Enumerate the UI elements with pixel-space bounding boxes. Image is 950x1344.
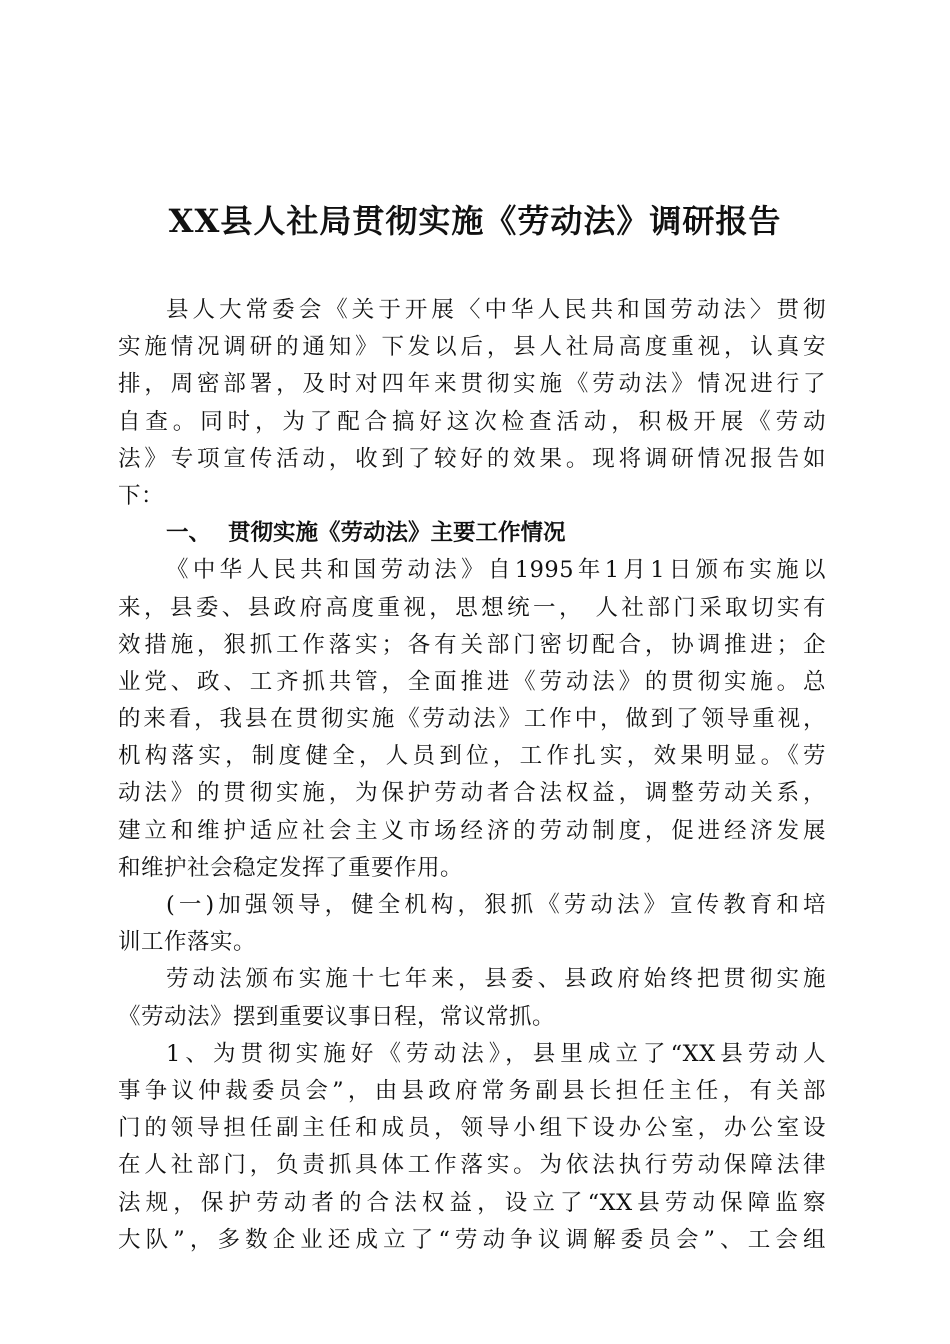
- text-line: 大队”，多数企业还成立了“劳动争议调解委员会”、工会组: [118, 1226, 826, 1253]
- text-line: 业党、政、工齐抓共管，全面推进《劳动法》的贯彻实施。总: [118, 668, 826, 695]
- text-line: 《劳动法》摆到重要议事日程，常议常抓。: [118, 1003, 556, 1030]
- intro-paragraph: [118, 292, 826, 515]
- text-line: 下：: [118, 482, 165, 509]
- text-line: 《中华人民共和国劳动法》自1995年1月1日颁布实施以: [166, 557, 826, 584]
- section-heading: [118, 515, 826, 552]
- text-line: 排，周密部署，及时对四年来贯彻实施《劳动法》情况进行了: [118, 371, 826, 398]
- text-line: 来，县委、县政府高度重视，思想统一， 人社部门采取切实有: [118, 594, 826, 621]
- text-line: 机构落实，制度健全，人员到位，工作扎实，效果明显。《劳: [118, 743, 826, 770]
- body-paragraph: [118, 552, 826, 887]
- body-paragraph: [118, 1036, 826, 1259]
- text-line: 在人社部门，负责抓具体工作落实。为依法执行劳动保障法律: [118, 1152, 826, 1179]
- text-line: 1、为贯彻实施好《劳动法》，县里成立了“XX县劳动人: [166, 1040, 826, 1067]
- text-line: 效措施，狠抓工作落实；各有关部门密切配合，协调推进；企: [118, 631, 826, 658]
- text-line: 事争议仲裁委员会”，由县政府常务副县长担任主任，有关部: [118, 1077, 826, 1104]
- body-paragraph: [118, 961, 826, 1035]
- subsection-heading: [118, 887, 826, 961]
- text-line: 法规，保护劳动者的合法权益，设立了“XX县劳动保障监察: [118, 1189, 826, 1216]
- text-line: 法》专项宣传活动，收到了较好的效果。现将调研情况报告如: [118, 445, 826, 472]
- document-title: XX县人社局贯彻实施《劳动法》调研报告: [168, 202, 782, 240]
- text-line: 实施情况调研的通知》下发以后，县人社局高度重视，认真安: [118, 334, 826, 361]
- text-line: 建立和维护适应社会主义市场经济的劳动制度，促进经济发展: [118, 817, 826, 844]
- text-line: 和维护社会稳定发挥了重要作用。: [118, 854, 464, 881]
- text-line: 劳动法颁布实施十七年来，县委、县政府始终把贯彻实施: [166, 966, 826, 993]
- text-line: 自查。同时，为了配合搞好这次检查活动，积极开展《劳动: [118, 408, 826, 435]
- text-line: 门的领导担任副主任和成员，领导小组下设办公室，办公室设: [118, 1115, 826, 1142]
- text-line: (一)加强领导，健全机构，狠抓《劳动法》宣传教育和培: [166, 892, 826, 918]
- section-heading-text: 贯彻实施《劳动法》主要工作情况: [228, 520, 566, 547]
- text-line: 训工作落实。: [118, 929, 257, 956]
- text-line: 县人大常委会《关于开展〈中华人民共和国劳动法〉贯彻: [166, 297, 826, 323]
- document-body: [118, 292, 826, 1259]
- text-line: 动法》的贯彻实施，为保护劳动者合法权益，调整劳动关系，: [118, 780, 826, 807]
- text-line: 的来看，我县在贯彻实施《劳动法》工作中，做到了领导重视，: [118, 706, 826, 733]
- section-number: 一、: [166, 520, 212, 547]
